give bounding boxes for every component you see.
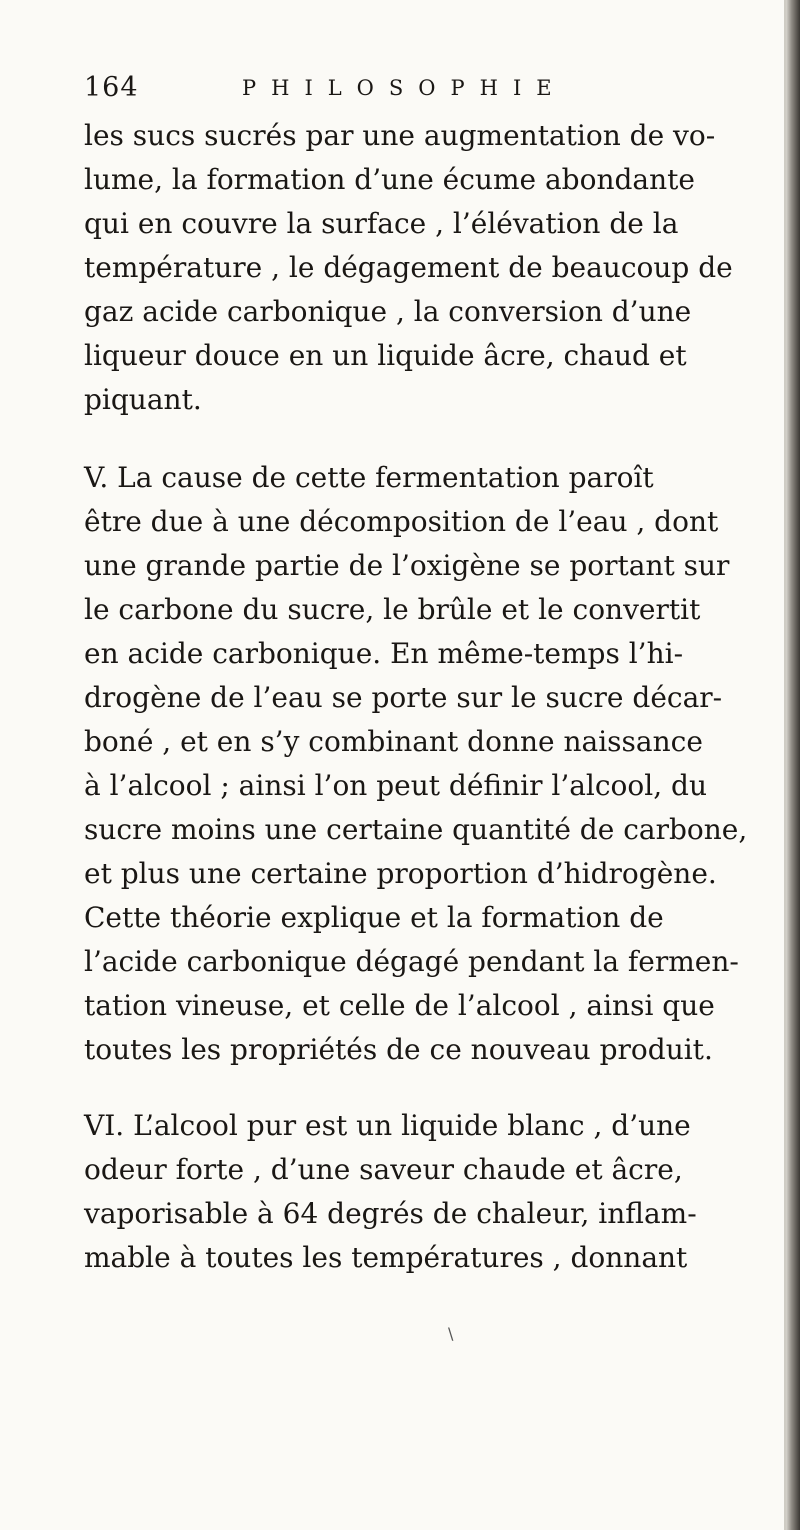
- text-line: V. La cause de cette fermentation paroît: [84, 461, 654, 494]
- text-line: l’acide carbonique dégagé pendant la fermen-: [84, 945, 739, 978]
- text-line: gaz acide carbonique , la conversion d’une: [84, 295, 692, 328]
- text-line: drogène de l’eau se porte sur le sucre décar-: [84, 681, 723, 714]
- text-line: sucre moins une certaine quantité de carbone,: [84, 813, 748, 846]
- page-header: [84, 72, 724, 112]
- text-line: vaporisable à 64 degrés de chaleur, inflam-: [84, 1197, 697, 1230]
- text-line: piquant.: [84, 383, 202, 416]
- text-line: être due à une décomposition de l’eau , dont: [84, 505, 719, 538]
- text-line: toutes les propriétés de ce nouveau produit.: [84, 1033, 713, 1066]
- page-number: 164: [84, 72, 139, 103]
- text-line: boné , et en s’y combinant donne naissance: [84, 725, 703, 758]
- text-line: mable à toutes les températures , donnant: [84, 1241, 688, 1274]
- text-line: lume, la formation d’une écume abondante: [84, 163, 695, 196]
- running-title: PHILOSOPHIE: [242, 76, 567, 100]
- text-line: tation vineuse, et celle de l’alcool , ainsi que: [84, 989, 715, 1022]
- text-line: à l’alcool ; ainsi l’on peut définir l’alcool, du: [84, 769, 707, 802]
- stray-print-mark: \: [448, 1324, 454, 1343]
- text-line: température , le dégagement de beaucoup de: [84, 251, 733, 284]
- text-line: odeur forte , d’une saveur chaude et âcre,: [84, 1153, 683, 1186]
- text-line: une grande partie de l’oxigène se portant sur: [84, 549, 730, 582]
- text-line: liqueur douce en un liquide âcre, chaud et: [84, 339, 687, 372]
- text-line: le carbone du sucre, le brûle et le convertit: [84, 593, 701, 626]
- text-line: et plus une certaine proportion d’hidrogène.: [84, 857, 717, 890]
- page-edge-shadow: [786, 0, 800, 1530]
- text-line: Cette théorie explique et la formation de: [84, 901, 664, 934]
- text-line: en acide carbonique. En même-temps l’hi-: [84, 637, 684, 670]
- text-line: les sucs sucrés par une augmentation de vo-: [84, 119, 716, 152]
- text-line: VI. L’alcool pur est un liquide blanc , d’une: [84, 1109, 691, 1142]
- text-line: qui en couvre la surface , l’élévation de la: [84, 207, 679, 240]
